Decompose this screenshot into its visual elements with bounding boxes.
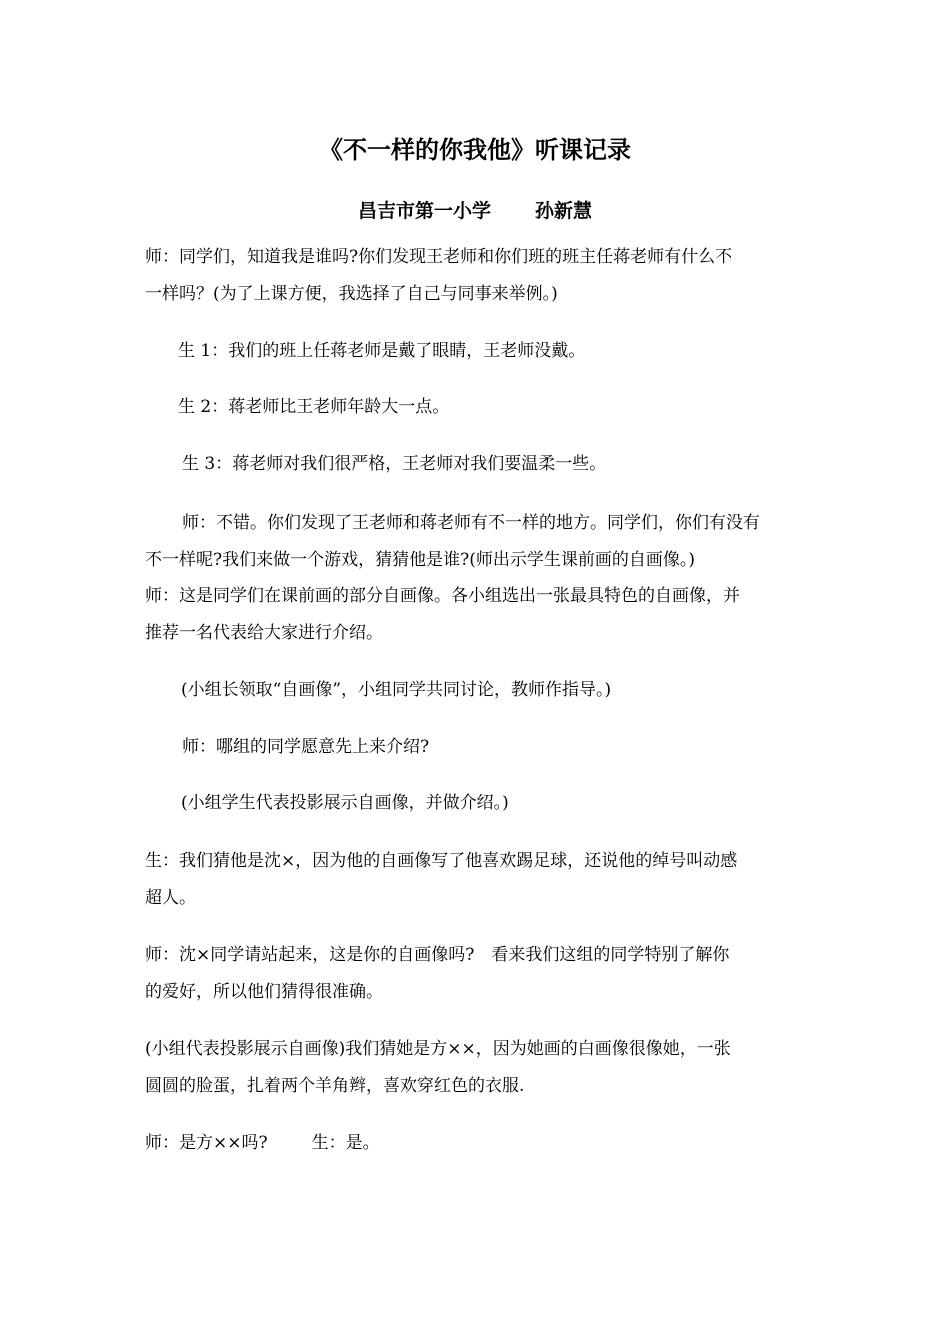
document-title: 《不一样的你我他》听课记录	[319, 136, 631, 164]
paragraph-line: 师：沈×同学请站起来，这是你的自画像吗? 看来我们这组的同学特别了解你	[145, 945, 730, 965]
paragraph-line: 生 3：蒋老师对我们很严格，王老师对我们要温柔一些。	[182, 454, 607, 474]
paragraph-line	[145, 1125, 815, 1162]
paragraph-line: 师：不错。你们发现了王老师和蒋老师有不一样的地方。同学们，你们有没有	[182, 513, 760, 533]
paragraph-line: 不一样呢?我们来做一个游戏，猜猜他是谁?(师出示学生课前画的自画像。)	[145, 550, 695, 570]
paragraph-line: (小组长领取“自画像”，小组同学共同讨论，教师作指导。)	[181, 680, 612, 700]
document-subtitle	[0, 197, 950, 225]
paragraph-line: 的爱好，所以他们猜得很准确。	[145, 982, 383, 1002]
paragraph-line: 生 2：蒋老师比王老师年龄大一点。	[178, 397, 450, 417]
paragraph-line: 生：我们猜他是沈×，因为他的自画像写了他喜欢踢足球，还说他的绰号叫动感	[145, 851, 738, 871]
teacher-question: 师：是方××吗?	[145, 1133, 268, 1153]
author-name: 孙新慧	[535, 200, 593, 222]
school-name: 昌吉市第一小学	[357, 200, 491, 222]
paragraph-line: 圆圆的脸蛋，扎着两个羊角辫，喜欢穿红色的衣服.	[145, 1076, 525, 1096]
paragraph-line: 师：同学们，知道我是谁吗?你们发现王老师和你们班的班主任蒋老师有什么不	[145, 247, 733, 267]
paragraph-line: 推荐一名代表给大家进行介绍。	[145, 623, 383, 643]
paragraph-line: 一样吗？(为了上课方便，我选择了自己与同事来举例。)	[145, 284, 558, 304]
paragraph-line: (小组学生代表投影展示自画像，并做介绍。)	[181, 793, 509, 813]
paragraph-line: 师：哪组的同学愿意先上来介绍?	[182, 737, 430, 757]
student-answer: 生：是。	[311, 1133, 380, 1153]
paragraph-line: 超人。	[145, 888, 196, 908]
paragraph-line: (小组代表投影展示自画像)我们猜她是方××，因为她画的白画像很像她，一张	[145, 1039, 731, 1059]
paragraph-line: 师：这是同学们在课前画的部分自画像。各小组选出一张最具特色的自画像，并	[145, 586, 740, 606]
paragraph-line: 生 1：我们的班上任蒋老师是戴了眼睛，王老师没戴。	[178, 341, 586, 361]
